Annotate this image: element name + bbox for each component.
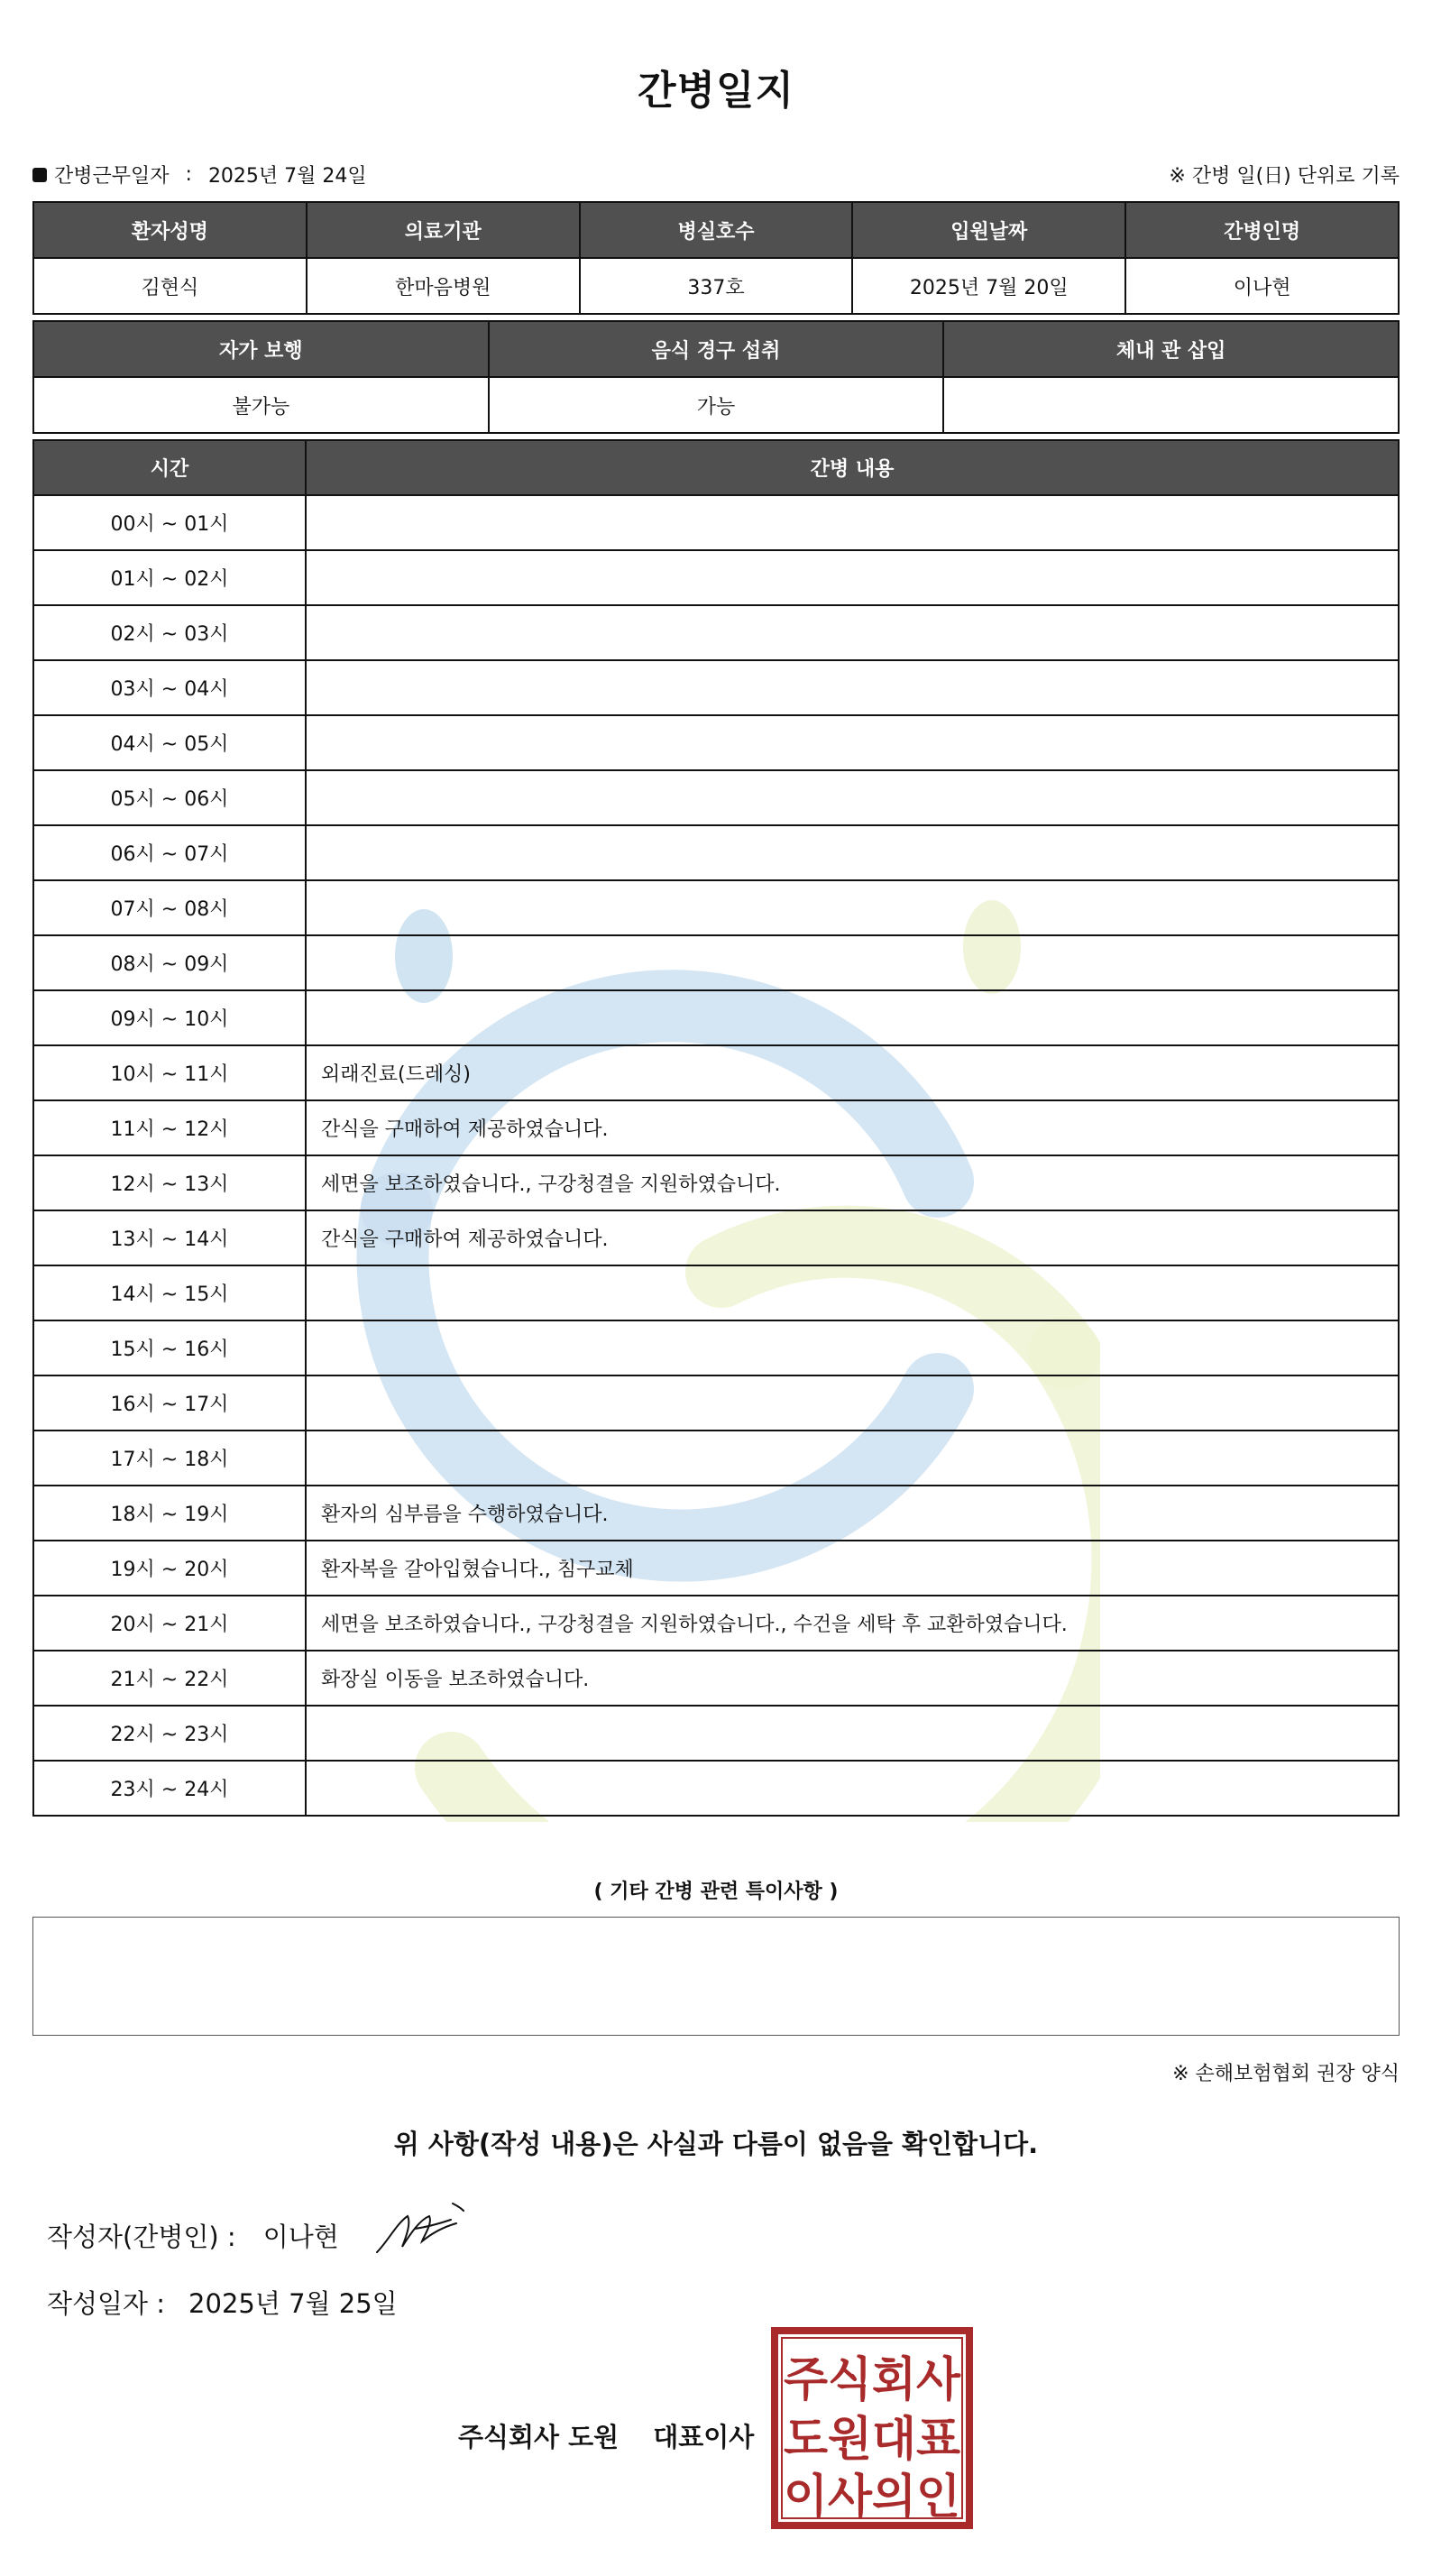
time-slot: 04시 ~ 05시 <box>33 715 306 770</box>
time-slot: 23시 ~ 24시 <box>33 1761 306 1816</box>
seal-text-line: 이사의인 <box>784 2470 960 2525</box>
table-row <box>33 660 1399 715</box>
care-content <box>306 605 1399 660</box>
patient-name: 김현식 <box>33 258 307 314</box>
time-slot: 09시 ~ 10시 <box>33 990 306 1045</box>
writer-value: 이나현 <box>262 2222 339 2252</box>
patient-status-table <box>32 320 1400 434</box>
work-date-label: 간병근무일자 <box>54 165 170 188</box>
table-row <box>33 770 1399 825</box>
time-slot: 13시 ~ 14시 <box>33 1210 306 1265</box>
care-content: 환자의 심부름을 수행하였습니다. <box>306 1486 1399 1541</box>
care-log-table <box>32 439 1400 1817</box>
seal-text-line: 도원대표 <box>784 2413 960 2467</box>
time-slot: 03시 ~ 04시 <box>33 660 306 715</box>
admission-date: 2025년 7월 20일 <box>852 258 1125 314</box>
record-note: ※ 간병 일(日) 단위로 기록 <box>1169 165 1400 188</box>
table-row <box>33 1100 1399 1155</box>
time-slot: 22시 ~ 23시 <box>33 1706 306 1761</box>
table-row <box>33 1210 1399 1265</box>
bullet-square-icon <box>32 168 47 182</box>
patient-info-value-row <box>33 258 1399 314</box>
time-slot: 19시 ~ 20시 <box>33 1541 306 1596</box>
self-walking-value: 불가능 <box>33 377 489 433</box>
header-tube-insertion: 체내 관 삽입 <box>943 321 1399 377</box>
care-content <box>306 1761 1399 1816</box>
time-slot: 05시 ~ 06시 <box>33 770 306 825</box>
care-content <box>306 1320 1399 1375</box>
tube-insertion-value <box>943 377 1399 433</box>
care-content <box>306 660 1399 715</box>
notes-box <box>32 1917 1400 2036</box>
patient-status-value-row <box>33 377 1399 433</box>
time-slot: 20시 ~ 21시 <box>33 1596 306 1651</box>
header-room-number: 병실호수 <box>580 202 853 258</box>
company-seal-icon <box>771 2327 973 2529</box>
care-content: 외래진료(드레싱) <box>306 1045 1399 1100</box>
time-slot: 15시 ~ 16시 <box>33 1320 306 1375</box>
header-caregiver-name: 간병인명 <box>1125 202 1399 258</box>
table-row <box>33 715 1399 770</box>
time-slot: 16시 ~ 17시 <box>33 1375 306 1431</box>
care-content <box>306 770 1399 825</box>
time-slot: 21시 ~ 22시 <box>33 1651 306 1706</box>
write-date-line <box>47 2284 398 2321</box>
time-slot: 01시 ~ 02시 <box>33 550 306 605</box>
time-slot: 14시 ~ 15시 <box>33 1265 306 1320</box>
care-content <box>306 825 1399 880</box>
hospital-name: 한마음병원 <box>307 258 580 314</box>
care-content <box>306 990 1399 1045</box>
room-number: 337호 <box>580 258 853 314</box>
care-content <box>306 715 1399 770</box>
write-date-label: 작성일자 : <box>47 2288 166 2319</box>
company-role: 대표이사 <box>653 2422 755 2452</box>
care-content: 화장실 이동을 보조하였습니다. <box>306 1651 1399 1706</box>
care-content <box>306 935 1399 990</box>
time-slot: 07시 ~ 08시 <box>33 880 306 935</box>
care-content: 세면을 보조하였습니다., 구강청결을 지원하였습니다., 수건을 세탁 후 교환하였습니다. <box>306 1596 1399 1651</box>
confirm-statement: 위 사항(작성 내용)은 사실과 다름이 없음을 확인합니다. <box>393 2129 1039 2159</box>
care-content <box>306 1706 1399 1761</box>
table-row <box>33 495 1399 550</box>
company-line <box>458 2417 754 2454</box>
table-row <box>33 1761 1399 1816</box>
table-row <box>33 1265 1399 1320</box>
care-content <box>306 1265 1399 1320</box>
care-content: 환자복을 갈아입혔습니다., 침구교체 <box>306 1541 1399 1596</box>
time-slot: 18시 ~ 19시 <box>33 1486 306 1541</box>
header-oral-intake: 음식 경구 섭취 <box>489 321 944 377</box>
patient-status-header-row <box>33 321 1399 377</box>
patient-info-table <box>32 201 1400 315</box>
care-content <box>306 1431 1399 1486</box>
caregiver-name: 이나현 <box>1125 258 1399 314</box>
table-row <box>33 1706 1399 1761</box>
header-admission-date: 입원날짜 <box>852 202 1125 258</box>
care-content: 세면을 보조하였습니다., 구강청결을 지원하였습니다. <box>306 1155 1399 1210</box>
table-row <box>33 1155 1399 1210</box>
table-row <box>33 1486 1399 1541</box>
time-slot: 06시 ~ 07시 <box>33 825 306 880</box>
care-log-body <box>33 495 1399 1816</box>
header-time: 시간 <box>33 440 306 495</box>
table-row <box>33 990 1399 1045</box>
work-date <box>32 161 367 189</box>
insurer-note: ※ 손해보험협회 권장 양식 <box>1172 2063 1400 2085</box>
care-content: 간식을 구매하여 제공하였습니다. <box>306 1210 1399 1265</box>
writer-line <box>47 2217 339 2254</box>
table-row <box>33 935 1399 990</box>
patient-info-header-row <box>33 202 1399 258</box>
page-title: 간병일지 <box>637 68 794 114</box>
time-slot: 08시 ~ 09시 <box>33 935 306 990</box>
care-content <box>306 880 1399 935</box>
care-content <box>306 1375 1399 1431</box>
table-row <box>33 1651 1399 1706</box>
care-content <box>306 495 1399 550</box>
time-slot: 12시 ~ 13시 <box>33 1155 306 1210</box>
notes-title: ( 기타 간병 관련 특이사항 ) <box>593 1881 839 1903</box>
header-patient-name: 환자성명 <box>33 202 307 258</box>
table-row <box>33 1431 1399 1486</box>
table-row <box>33 825 1399 880</box>
work-date-value: 2025년 7월 24일 <box>207 165 367 188</box>
seal-text-line: 주식회사 <box>784 2353 961 2407</box>
care-content: 간식을 구매하여 제공하였습니다. <box>306 1100 1399 1155</box>
table-row <box>33 880 1399 935</box>
header-self-walking: 자가 보행 <box>33 321 489 377</box>
table-row <box>33 1541 1399 1596</box>
company-name: 주식회사 도원 <box>458 2422 620 2452</box>
header-hospital: 의료기관 <box>307 202 580 258</box>
table-row <box>33 1320 1399 1375</box>
table-row <box>33 1045 1399 1100</box>
time-slot: 00시 ~ 01시 <box>33 495 306 550</box>
time-slot: 10시 ~ 11시 <box>33 1045 306 1100</box>
writer-label: 작성자(간병인) : <box>47 2222 236 2252</box>
signature-icon <box>370 2196 469 2259</box>
table-row <box>33 605 1399 660</box>
table-row <box>33 1375 1399 1431</box>
write-date-value: 2025년 7월 25일 <box>188 2288 398 2319</box>
time-slot: 17시 ~ 18시 <box>33 1431 306 1486</box>
table-row <box>33 1596 1399 1651</box>
time-slot: 02시 ~ 03시 <box>33 605 306 660</box>
table-row <box>33 550 1399 605</box>
care-log-header-row <box>33 440 1399 495</box>
header-care-content: 간병 내용 <box>306 440 1399 495</box>
time-slot: 11시 ~ 12시 <box>33 1100 306 1155</box>
work-date-colon: : <box>185 163 192 186</box>
oral-intake-value: 가능 <box>489 377 944 433</box>
care-content <box>306 550 1399 605</box>
